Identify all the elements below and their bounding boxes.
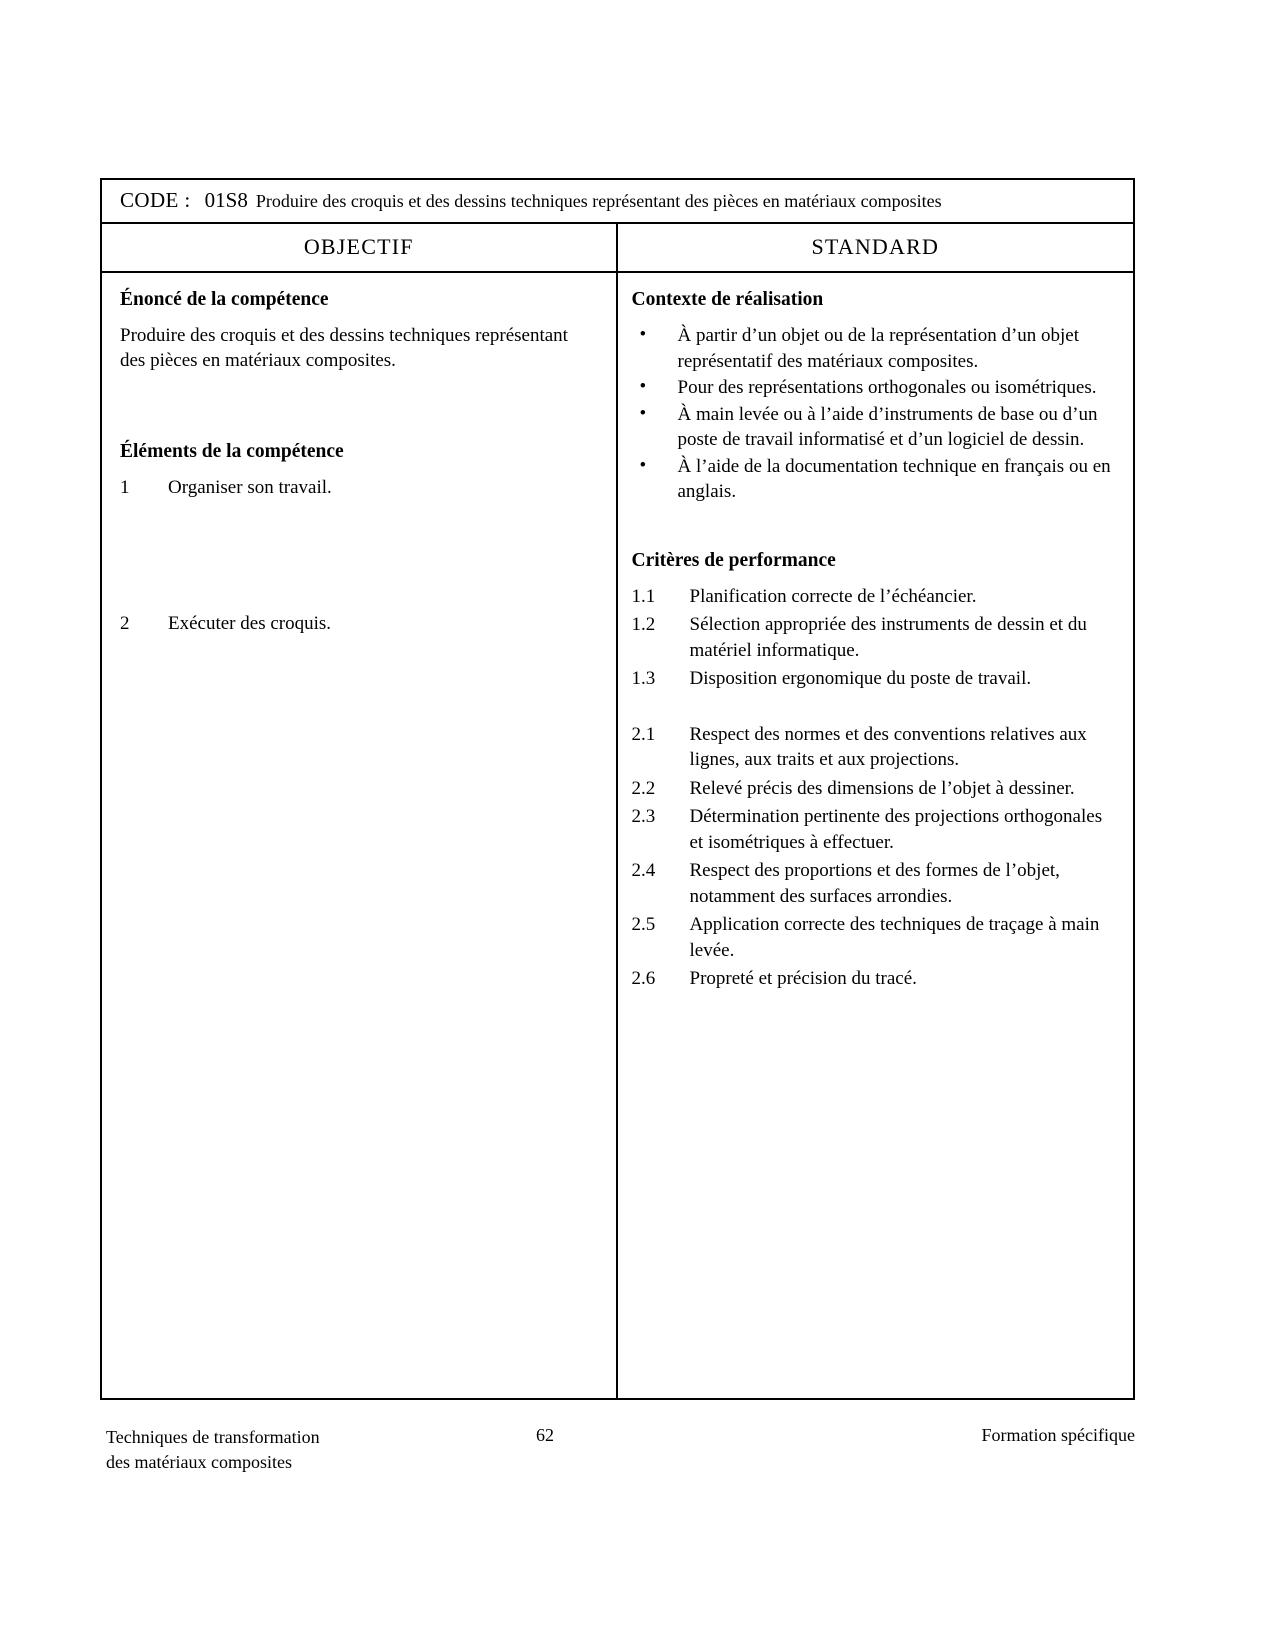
objectif-column: [102, 273, 618, 1398]
table-header-row: [102, 224, 1133, 273]
list-item: [632, 804, 1116, 855]
list-item: [632, 323, 1116, 374]
contexte-title: Contexte de réalisation: [631, 289, 824, 310]
critere-number: 1.3: [631, 668, 656, 689]
criteres-title: Critères de performance: [631, 549, 836, 571]
list-item: [632, 722, 1116, 773]
list-item: [632, 912, 1116, 963]
criteres-list: [632, 584, 1116, 692]
page-number: 62: [536, 1425, 554, 1445]
critere-text: Respect des normes et des conventions relatives aux lignes, aux traits et aux projections.: [689, 723, 1087, 770]
criteres-list: [632, 722, 1116, 992]
critere-number: 1.1: [631, 585, 656, 607]
code-value: 01S8: [204, 188, 248, 212]
contexte-text: À partir d’un objet ou de la représentation d’un objet représentatif des matériaux composites.: [677, 325, 1080, 372]
contexte-list: [632, 323, 1116, 505]
critere-number: 2.2: [631, 777, 656, 799]
list-item: [632, 402, 1116, 453]
spacer: [120, 379, 598, 439]
list-item: [632, 776, 1116, 802]
enonce-text: Produire des croquis et des dessins techniques représentant des pièces en matériaux composites.: [120, 325, 568, 371]
critere-number: 2.3: [631, 806, 656, 827]
critere-number: 2.4: [631, 860, 656, 881]
critere-number: 1.2: [631, 614, 656, 635]
list-item: [120, 611, 598, 637]
footer-right: Formation spécifique: [981, 1425, 1135, 1445]
competency-table: [100, 178, 1135, 1400]
contexte-text: Pour des représentations orthogonales ou isométriques.: [677, 377, 1097, 398]
critere-text: Respect des proportions et des formes de l’objet, notamment des surfaces arrondies.: [689, 860, 1060, 907]
critere-text: Disposition ergonomique du poste de travail.: [689, 668, 1032, 689]
element-number: 2: [120, 612, 130, 634]
list-item: [120, 475, 598, 501]
list-item: [632, 584, 1116, 610]
footer-left-line1: Techniques de transformation: [106, 1427, 320, 1447]
contexte-text: À l’aide de la documentation technique en français ou en anglais.: [677, 455, 1111, 502]
code-label: CODE :: [120, 188, 191, 212]
element-text: Organiser son travail.: [168, 477, 332, 498]
list-item: [632, 612, 1116, 663]
bullet-icon: •: [639, 376, 647, 397]
page-footer: [0, 1425, 1275, 1495]
elements-title: Éléments de la compétence: [120, 441, 344, 462]
column-header-objectif: OBJECTIF: [102, 224, 618, 271]
critere-number: 2.1: [631, 723, 656, 745]
element-number: 1: [120, 477, 130, 498]
spacer: [632, 506, 1116, 548]
column-header-standard: STANDARD: [811, 234, 940, 259]
element-text: Exécuter des croquis.: [168, 612, 332, 634]
standard-column: [618, 273, 1134, 1398]
footer-left-line2: des matériaux composites: [106, 1452, 292, 1472]
code-row: [102, 180, 1133, 224]
list-item: [632, 666, 1116, 692]
critere-text: Relevé précis des dimensions de l’objet à dessiner.: [689, 777, 1075, 799]
critere-text: Planification correcte de l’échéancier.: [689, 585, 977, 607]
elements-list: [120, 475, 598, 636]
list-item: [632, 375, 1116, 401]
code-title: Produire des croquis et des dessins techniques représentant des pièces en matériaux composites: [255, 191, 942, 211]
critere-text: Sélection appropriée des instruments de dessin et du matériel informatique.: [689, 614, 1087, 661]
list-item: [632, 454, 1116, 505]
critere-number: 2.5: [631, 914, 656, 935]
critere-number: 2.6: [631, 968, 656, 989]
contexte-text: À main levée ou à l’aide d’instruments de base ou d’un poste de travail informatisé et d’un logiciel de dessin.: [677, 403, 1098, 450]
table-body-row: [102, 273, 1133, 1398]
bullet-icon: •: [639, 402, 647, 424]
list-item: [632, 966, 1116, 992]
criteres-group-2: [632, 722, 1116, 992]
bullet-icon: •: [639, 324, 647, 345]
bullet-icon: •: [639, 454, 647, 476]
critere-text: Application correcte des techniques de traçage à main levée.: [689, 914, 1100, 961]
list-item: [632, 858, 1116, 909]
enonce-title: Énoncé de la compétence: [120, 289, 329, 310]
critere-text: Propreté et précision du tracé.: [689, 968, 917, 989]
criteres-group-1: [632, 584, 1116, 692]
critere-text: Détermination pertinente des projections orthogonales et isométriques à effectuer.: [689, 806, 1103, 853]
